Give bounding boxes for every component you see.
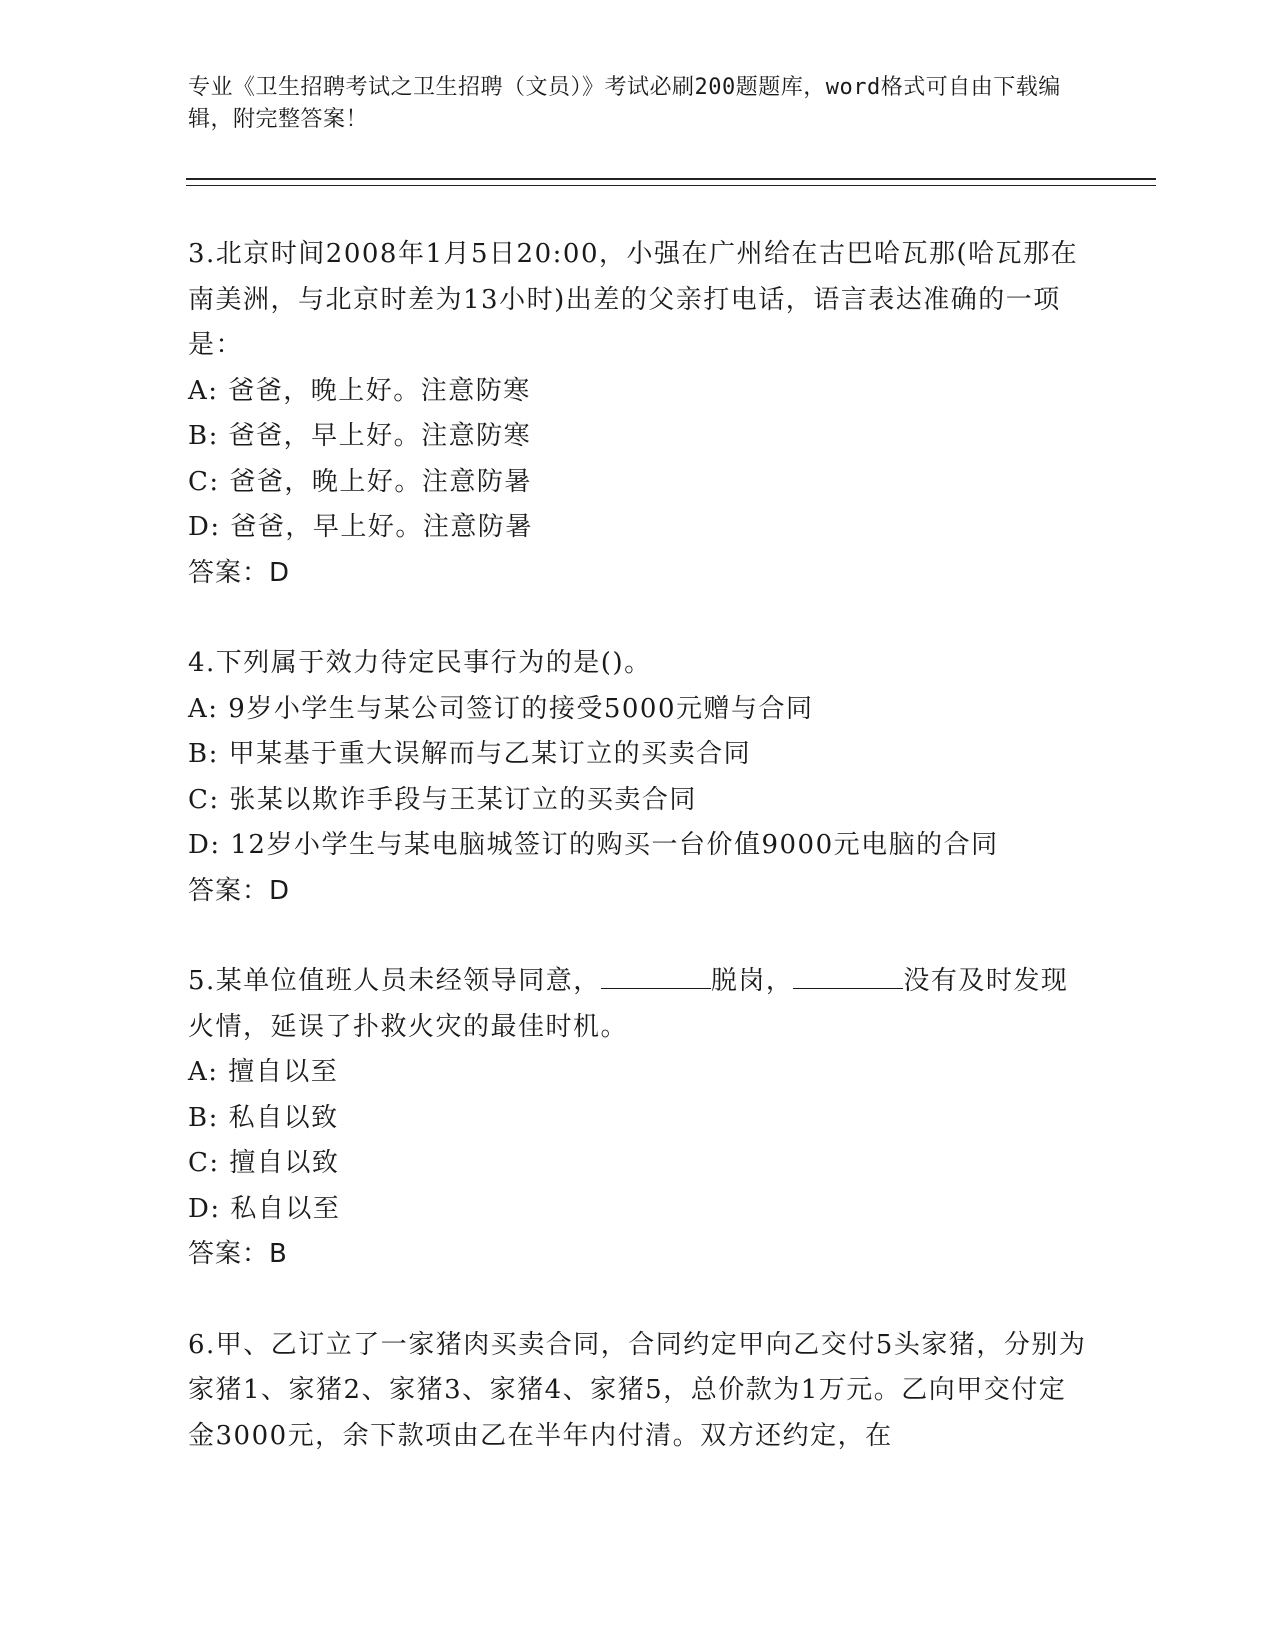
- option-d: D: 爸爸，早上好。注意防暑: [188, 512, 533, 542]
- question-6: [188, 1323, 1088, 1460]
- stem-part-1: 5.某单位值班人员未经领导同意，: [188, 966, 601, 996]
- header-divider: [186, 178, 1156, 186]
- option-b: B: 甲某基于重大误解而与乙某订立的买卖合同: [188, 739, 752, 769]
- option-a: A: 9岁小学生与某公司签订的接受5000元赠与合同: [188, 693, 814, 724]
- stem-part-3: 没有及时发现火情，延误了扑救火灾的最佳时机。: [188, 966, 1069, 1042]
- question-3: [188, 232, 1088, 596]
- option-c: C: 擅自以致: [188, 1148, 340, 1178]
- stem-part-2: 脱岗，: [710, 966, 794, 996]
- answer-line: 答案：D: [188, 557, 291, 588]
- question-5: [188, 959, 1088, 1278]
- option-d: D: 私自以至: [188, 1193, 341, 1224]
- fill-blank-2: [793, 964, 903, 989]
- question-stem: 3.北京时间2008年1月5日20:00，小强在广州给在古巴哈瓦那(哈瓦那在南美洲，与北京时差为13小时)出差的父亲打电话，语言表达准确的一项是：: [188, 239, 1079, 360]
- option-b: B: 私自以致: [188, 1102, 339, 1133]
- question-4: [188, 641, 1088, 914]
- document-header: 专业《卫生招聘考试之卫生招聘（文员）》考试必刷200题题库，word格式可自由下载编辑，附完整答案！: [188, 75, 1061, 132]
- question-list: [188, 232, 1088, 1504]
- fill-blank-1: [601, 964, 711, 989]
- option-c: C: 爸爸，晚上好。注意防暑: [188, 466, 532, 497]
- option-d: D: 12岁小学生与某电脑城签订的购买一台价值9000元电脑的合同: [188, 830, 999, 860]
- question-stem: [188, 959, 1088, 1050]
- option-a: A: 擅自以至: [188, 1057, 339, 1087]
- option-c: C: 张某以欺诈手段与王某订立的买卖合同: [188, 784, 697, 815]
- option-b: B: 爸爸，早上好。注意防寒: [188, 421, 532, 451]
- option-a: A: 爸爸，晚上好。注意防寒: [188, 375, 531, 406]
- question-stem: 6.甲、乙订立了一家猪肉买卖合同，合同约定甲向乙交付5头家猪，分别为家猪1、家猪2、家猪3、家猪4、家猪5，总价款为1万元。乙向甲交付定金3000元，余下款项由乙在半年内付清。双方还约定，在: [188, 1329, 1087, 1451]
- answer-line: 答案：D: [188, 875, 291, 906]
- answer-line: 答案：B: [188, 1239, 288, 1269]
- question-stem: 4.下列属于效力待定民事行为的是()。: [188, 648, 652, 678]
